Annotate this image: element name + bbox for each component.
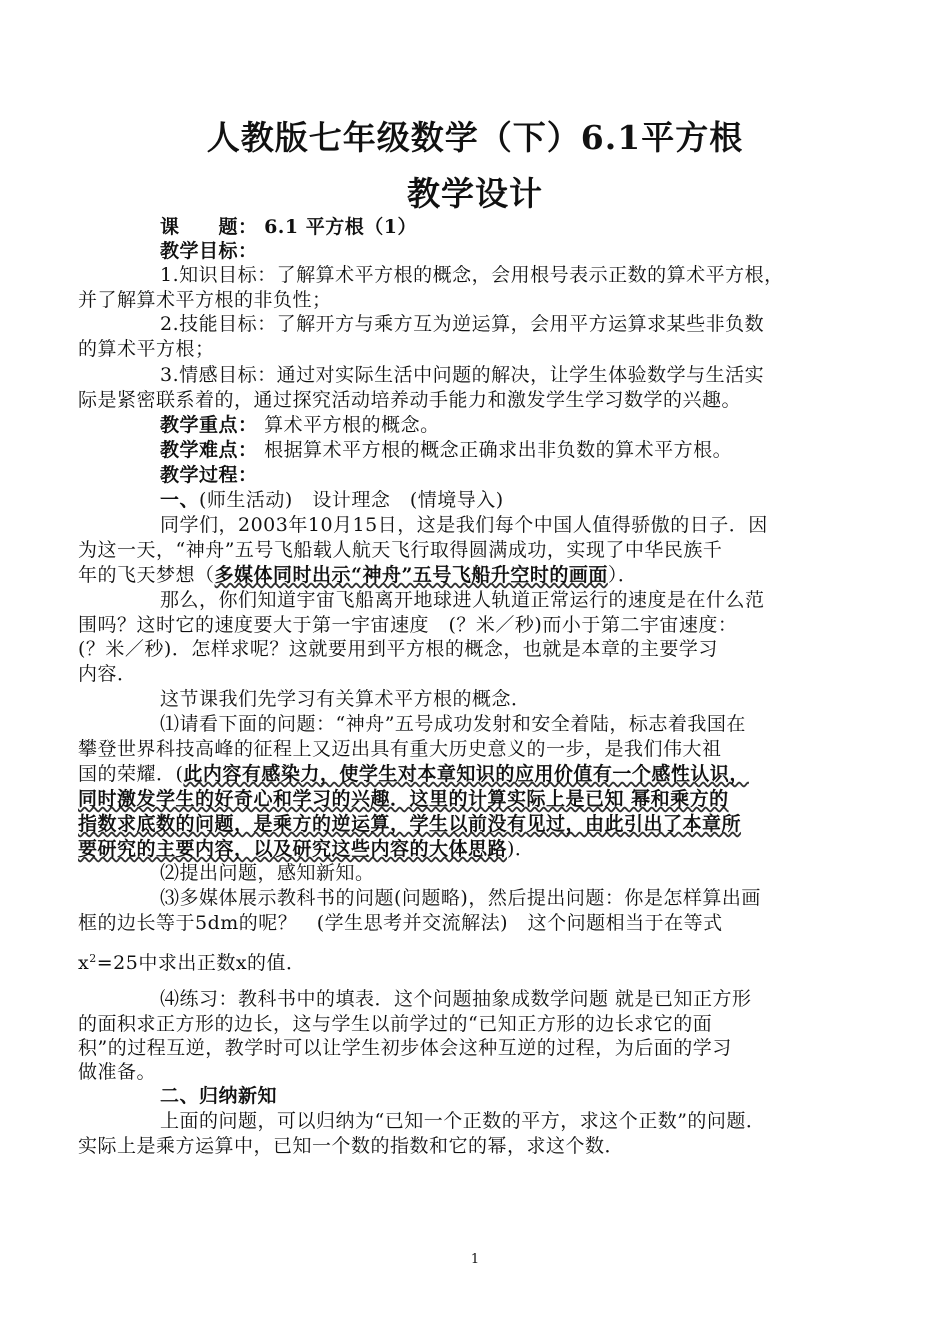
p7-line2: 的面积求正方形的边长，这与学生以前学过的“已知正方形的边长求它的面 [78, 1013, 713, 1035]
teaching-focus [160, 412, 950, 438]
p4-line3-start: 国的荣耀．( [78, 763, 184, 785]
section1-heading [160, 487, 950, 513]
focus-value: 算术平方根的概念。 [264, 414, 440, 436]
lesson-value: 6.1 平方根（1） [264, 216, 417, 238]
section1-prefix: 一、 [160, 489, 200, 511]
difficulty-label: 教学难点： [160, 439, 258, 461]
p1-line1: 同学们，2003年10月15日，这是我们每个中国人值得骄傲的日子．因 [160, 514, 768, 536]
p4-line6 [78, 836, 878, 862]
p4-note-part1: 此内容有感染力，使学生对本章知识的应用价值有一个感性认识， [183, 763, 749, 785]
section2-heading: 二、归纳新知 [160, 1085, 278, 1107]
document-subtitle: 教学设计 [407, 174, 543, 213]
teaching-difficulty [160, 437, 950, 463]
goal1-line2: 并了解算术平方根的非负性； [78, 289, 332, 311]
goal1-line1: 1.知识目标：了解算术平方根的概念，会用根号表示正数的算术平方根， [160, 264, 784, 286]
page-number: 1 [470, 1252, 480, 1267]
goals-heading: 教学目标： [160, 240, 258, 262]
p1-line2: 为这一天，“神舟”五号飞船载人航天飞行取得圆满成功，实现了中华民族千 [78, 539, 723, 561]
p5: ⑵提出问题，感知新知。 [160, 862, 375, 884]
p4-line6-end: )． [507, 838, 535, 860]
p2-line1: 那么，你们知道宇宙飞船离开地球进人轨道正常运行的速度是在什么范 [160, 589, 765, 611]
section1-rest: (师生活动) 设计理念 (情境导入) [199, 489, 504, 511]
p1-media-note: 多媒体同时出示“神舟”五号飞船升空时的画面 [214, 564, 608, 586]
equation-rest: =25中求出正数x的值． [96, 952, 306, 974]
process-heading: 教学过程： [160, 464, 258, 486]
p4-note-part2: 同时激发学生的好奇心和学习的兴趣．这里的计算实际上是已知 幂和乘方的 [78, 788, 729, 810]
p4-note-part4: 要研究的主要内容，以及研究这些内容的大体思路 [78, 838, 508, 860]
focus-label: 教学重点： [160, 414, 258, 436]
lesson-topic [160, 214, 950, 240]
document-title: 人教版七年级数学（下）6.1平方根 [206, 118, 744, 157]
p8-line2: 实际上是乘方运算中，已知一个数的指数和它的幂，求这个数． [78, 1135, 625, 1157]
goal2-line2: 的算术平方根； [78, 338, 215, 360]
p7-line1: ⑷练习：教科书中的填表．这个问题抽象成数学问题 就是已知正方形 [160, 988, 752, 1010]
p6-line1: ⑶多媒体展示教科书的问题(问题略)，然后提出问题：你是怎样算出画 [160, 887, 761, 909]
p4-line3 [78, 761, 878, 787]
p4-note-part3: 指数求底数的问题，是乘方的逆运算，学生以前没有见过，由此引出了本章所 [78, 813, 742, 835]
p4-line2: 攀登世界科技高峰的征程上又迈出具有重大历史意义的一步，是我们伟大祖 [78, 738, 722, 760]
p6-line2: 框的边长等于5dm的呢？ (学生思考并交流解法) 这个问题相当于在等式 [78, 912, 723, 934]
p6-line3 [78, 950, 878, 976]
p7-line4: 做准备。 [78, 1061, 157, 1083]
p1-line3 [78, 562, 878, 588]
p3: 这节课我们先学习有关算术平方根的概念． [160, 688, 531, 710]
p2-line4: 内容． [78, 663, 137, 685]
p2-line3: (？米／秒)．怎样求呢？这就要用到平方根的概念，也就是本章的主要学习 [78, 638, 718, 660]
goal2-line1: 2.技能目标：了解开方与乘方互为逆运算，会用平方运算求某些非负数 [160, 313, 765, 335]
p2-line2: 围吗？这时它的速度要大于第一宇宙速度 (？米／秒)而小于第二宇宙速度： [78, 614, 738, 636]
p1-line3-start: 年的飞天梦想（ [78, 564, 215, 586]
p8-line1: 上面的问题，可以归纳为“已知一个正数的平方，求这个正数”的问题． [160, 1110, 766, 1132]
goal3-line1: 3.情感目标：通过对实际生活中问题的解决，让学生体验数学与生活实 [160, 364, 765, 386]
goal3-line2: 际是紧密联系着的，通过探究活动培养动手能力和激发学生学习数学的兴趣。 [78, 389, 742, 411]
equation-exponent: 2 [89, 952, 97, 965]
lesson-label: 课 题： [160, 216, 258, 238]
difficulty-value: 根据算术平方根的概念正确求出非负数的算术平方根。 [264, 439, 733, 461]
p4-line1: ⑴请看下面的问题：“神舟”五号成功发射和安全着陆，标志着我国在 [160, 713, 746, 735]
equation-variable: x [78, 952, 90, 974]
p7-line3: 积”的过程互逆，教学时可以让学生初步体会这种互逆的过程，为后面的学习 [78, 1037, 732, 1059]
p1-line3-end: ）． [607, 564, 638, 586]
